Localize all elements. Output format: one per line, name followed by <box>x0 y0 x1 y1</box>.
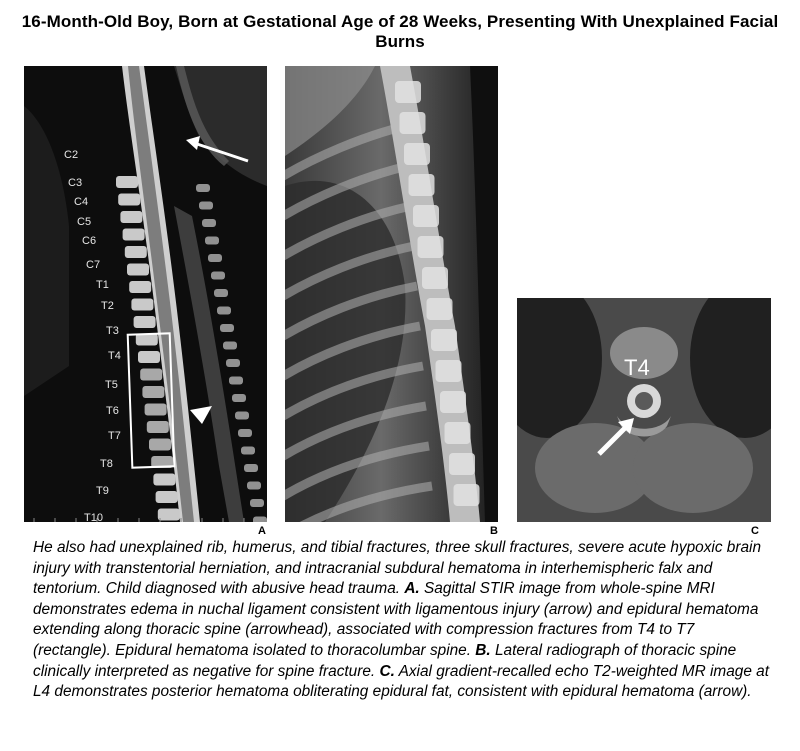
vertebra-label: T8 <box>100 458 113 470</box>
panel-c-letter: C <box>751 525 759 537</box>
caption-text-3: Lateral radiograph of thoracic spine clinically interpreted as negative for spine fracture. <box>33 641 737 680</box>
vertebra-label: C3 <box>68 177 83 189</box>
panel-c-axial-mri-image <box>517 298 771 522</box>
vertebra-label: T5 <box>105 379 118 391</box>
vertebra-label: T10 <box>84 512 103 522</box>
vertebra-label: T4 <box>108 350 121 362</box>
vertebra-label: T1 <box>96 279 109 291</box>
panel-c-vertebra-label: T4 <box>624 355 650 380</box>
caption-text-2: Sagittal STIR image from whole-spine MRI demonstrates edema in nuchal ligament consistent with ligamentous injury (arrow) and epidural hematoma extending along thoracic spine (arrowhead), associated with compression fractures from T4 to T7 (rectangle). Epidural hematoma isolated to thoracolumbar spine. <box>33 580 759 659</box>
panel-b-letter: B <box>490 525 498 537</box>
figure-caption <box>33 538 773 703</box>
vertebra-label: C6 <box>82 235 97 247</box>
vertebra-label: C4 <box>74 196 89 208</box>
vertebra-label: T9 <box>96 485 109 497</box>
vertebra-label: C2 <box>64 149 79 161</box>
caption-label-b: B. <box>475 641 491 659</box>
vertebra-label: T6 <box>106 405 119 417</box>
vertebra-label: T3 <box>106 325 119 337</box>
caption-text-1: He also had unexplained rib, humerus, and tibial fractures, three skull fractures, severe acute hypoxic brain injury with transtentorial herniation, and intracranial subdural hematoma in interhemispheric falx and tentorium. Child diagnosed with abusive head trauma. <box>33 539 762 598</box>
panel-a-letter: A <box>258 525 266 537</box>
vertebra-label: C7 <box>86 259 101 271</box>
figure-title: 16-Month-Old Boy, Born at Gestational Age of 28 Weeks, Presenting With Unexplained Facial Burns <box>21 12 779 51</box>
caption-label-a: A. <box>404 580 420 598</box>
panel-b-radiograph-image <box>285 66 498 522</box>
caption-label-c: C. <box>379 662 395 680</box>
caption-text-4: Axial gradient-recalled echo T2-weighted MR image at L4 demonstrates posterior hematoma obliterating epidural fat, consistent with epidural hematoma (arrow). <box>33 662 769 701</box>
vertebra-label: C5 <box>77 216 92 228</box>
vertebra-label: T2 <box>101 300 114 312</box>
vertebra-label: T7 <box>108 430 121 442</box>
panel-a-mri-image <box>24 66 267 522</box>
